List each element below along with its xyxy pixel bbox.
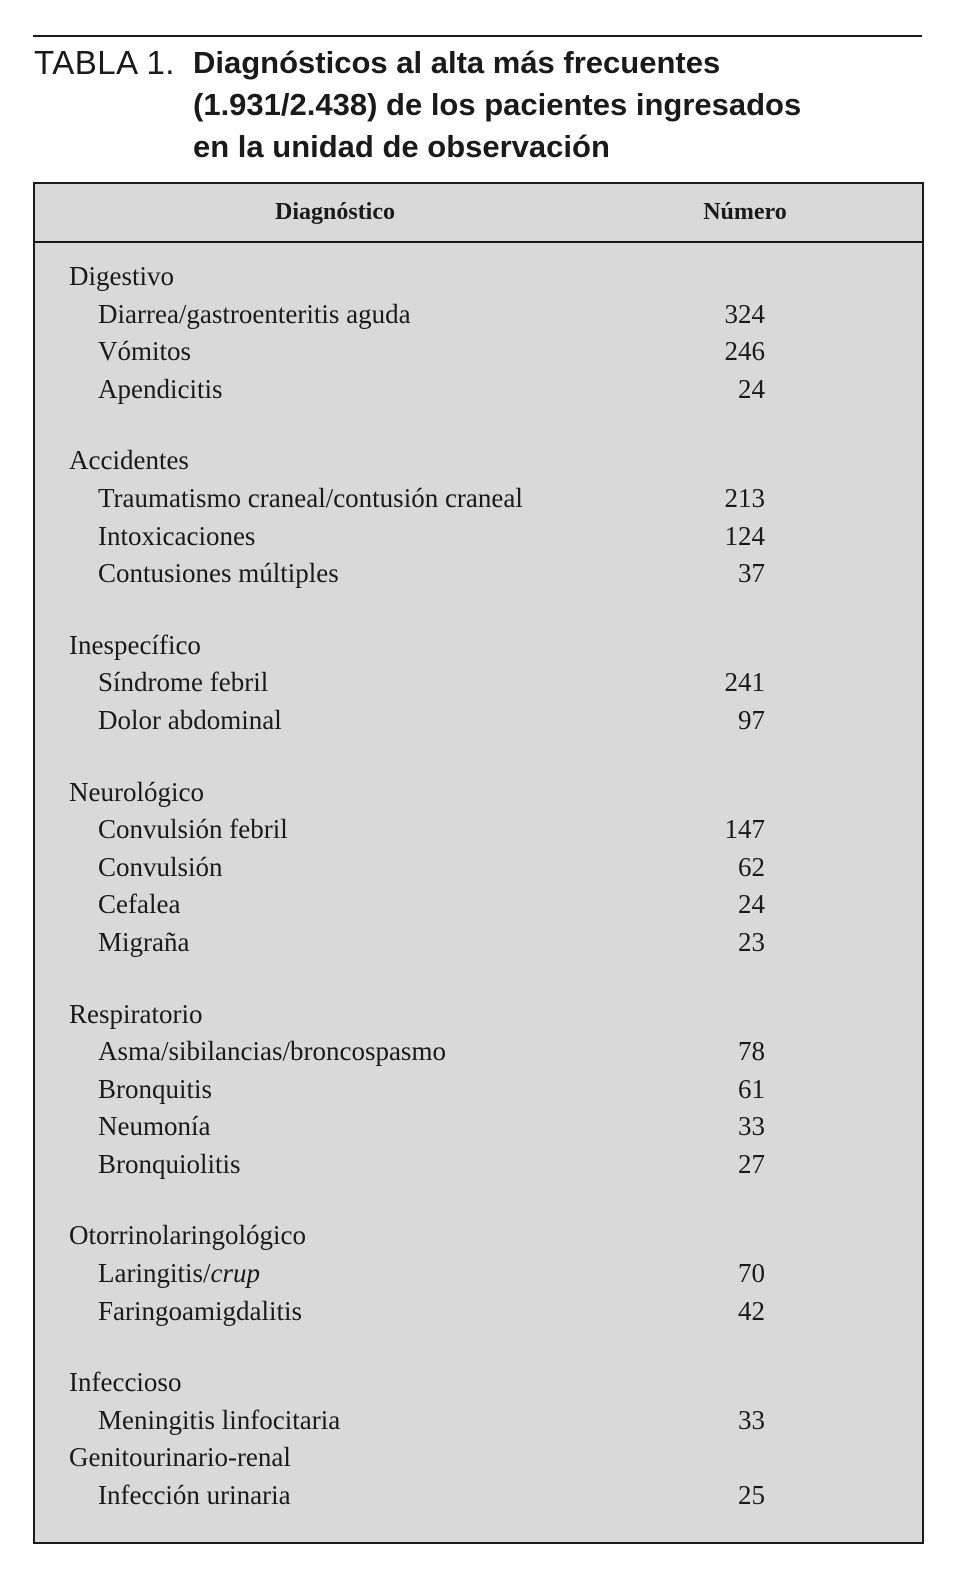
diagnosis-name [98,1255,260,1293]
diagnosis-count: 37 [738,558,765,589]
category-name: Infeccioso [69,1367,182,1398]
caption-label: TABLA 1. [34,44,175,81]
diagnosis-name: Asma/sibilancias/broncospasmo [98,1036,446,1067]
table-caption [34,42,922,168]
table-row [35,1146,922,1184]
category-name: Respiratorio [69,998,203,1029]
diagnosis-count: 324 [724,298,765,329]
diagnosis-name: Meningitis linfocitaria [98,1404,341,1435]
diagnosis-name: Faringoamigdalitis [98,1295,302,1326]
category-group [35,627,922,740]
diagnosis-count: 124 [724,520,765,551]
diagnosis-name: Bronquiolitis [98,1148,241,1179]
table-row [35,1293,922,1331]
table-row [35,811,922,849]
table-row [35,924,922,962]
table-row [35,1402,922,1440]
category-group [35,1217,922,1330]
diagnosis-count: 27 [738,1148,765,1179]
category-name: Genitourinario-renal [69,1442,291,1473]
table-row [35,1108,922,1146]
category-group [35,1439,922,1514]
table-row [35,886,922,924]
diagnosis-name: Neumonía [98,1111,211,1142]
table-header [35,184,922,243]
category-name: Digestivo [69,261,174,291]
category-group [35,774,922,962]
diagnosis-name-italic: crup [210,1258,260,1289]
table-row [35,480,922,518]
caption-title-line: en la unidad de observación [193,129,610,164]
category-row [35,996,922,1034]
table-row [35,371,922,409]
diagnosis-count: 24 [738,889,765,920]
diagnosis-name: Infección urinaria [98,1480,291,1511]
caption-title-line: (1.931/2.438) de los pacientes ingresados [193,87,802,122]
diagnosis-name: Contusiones múltiples [98,558,339,589]
diagnosis-count: 70 [738,1258,765,1289]
diagnosis-count: 61 [738,1073,765,1104]
table-body [35,258,922,1515]
diagnosis-count: 62 [738,851,765,882]
diagnosis-name: Apendicitis [98,373,223,404]
category-name: Accidentes [69,445,189,476]
diagnosis-count: 25 [738,1480,765,1511]
table-row [35,664,922,702]
category-row [35,1217,922,1255]
category-row [35,1364,922,1402]
diagnosis-name: Cefalea [98,889,181,920]
diagnosis-count: 24 [738,373,765,404]
category-group [35,1364,922,1439]
category-name: Otorrinolaringológico [69,1220,306,1251]
table-row [35,702,922,740]
category-group [35,258,922,408]
table-row [35,849,922,887]
category-row [35,442,922,480]
table-row [35,518,922,556]
diagnosis-count: 147 [724,814,765,845]
category-group [35,442,922,592]
caption-title-line: Diagnósticos al alta más frecuentes [193,45,721,80]
diagnosis-count: 78 [738,1036,765,1067]
diagnosis-table [33,182,924,1544]
column-header-diagnostico: Diagnóstico [275,199,395,225]
table-row [35,1033,922,1071]
table-row [35,333,922,371]
table-row [35,1477,922,1515]
category-name: Neurológico [69,776,204,807]
category-group [35,996,922,1184]
column-header-numero: Número [703,199,787,225]
table-row [35,1071,922,1109]
diagnosis-count: 246 [724,336,765,367]
diagnosis-count: 33 [738,1404,765,1435]
category-row [35,258,922,296]
diagnosis-name: Dolor abdominal [98,704,282,735]
caption-title [193,42,801,168]
category-row [35,627,922,665]
diagnosis-count: 213 [724,482,765,513]
diagnosis-count: 33 [738,1111,765,1142]
diagnosis-count: 42 [738,1295,765,1326]
table-row [35,555,922,593]
table-row [35,296,922,334]
diagnosis-name: Migraña [98,926,190,957]
diagnosis-name: Convulsión febril [98,814,288,845]
category-name: Inespecífico [69,629,201,660]
diagnosis-name: Síndrome febril [98,667,269,698]
diagnosis-name: Diarrea/gastroenteritis aguda [98,298,411,329]
diagnosis-name: Vómitos [98,336,192,367]
diagnosis-count: 97 [738,704,765,735]
diagnosis-name-part: Laringitis/ [98,1258,211,1289]
diagnosis-name: Intoxicaciones [98,520,256,551]
diagnosis-name: Bronquitis [98,1073,213,1104]
table-row [35,1255,922,1293]
diagnosis-count: 23 [738,926,765,957]
diagnosis-count: 241 [724,667,765,698]
diagnosis-name: Convulsión [98,851,223,882]
category-row [35,774,922,812]
top-rule [33,35,922,37]
category-row [35,1439,922,1477]
diagnosis-name: Traumatismo craneal/contusión craneal [98,482,523,513]
